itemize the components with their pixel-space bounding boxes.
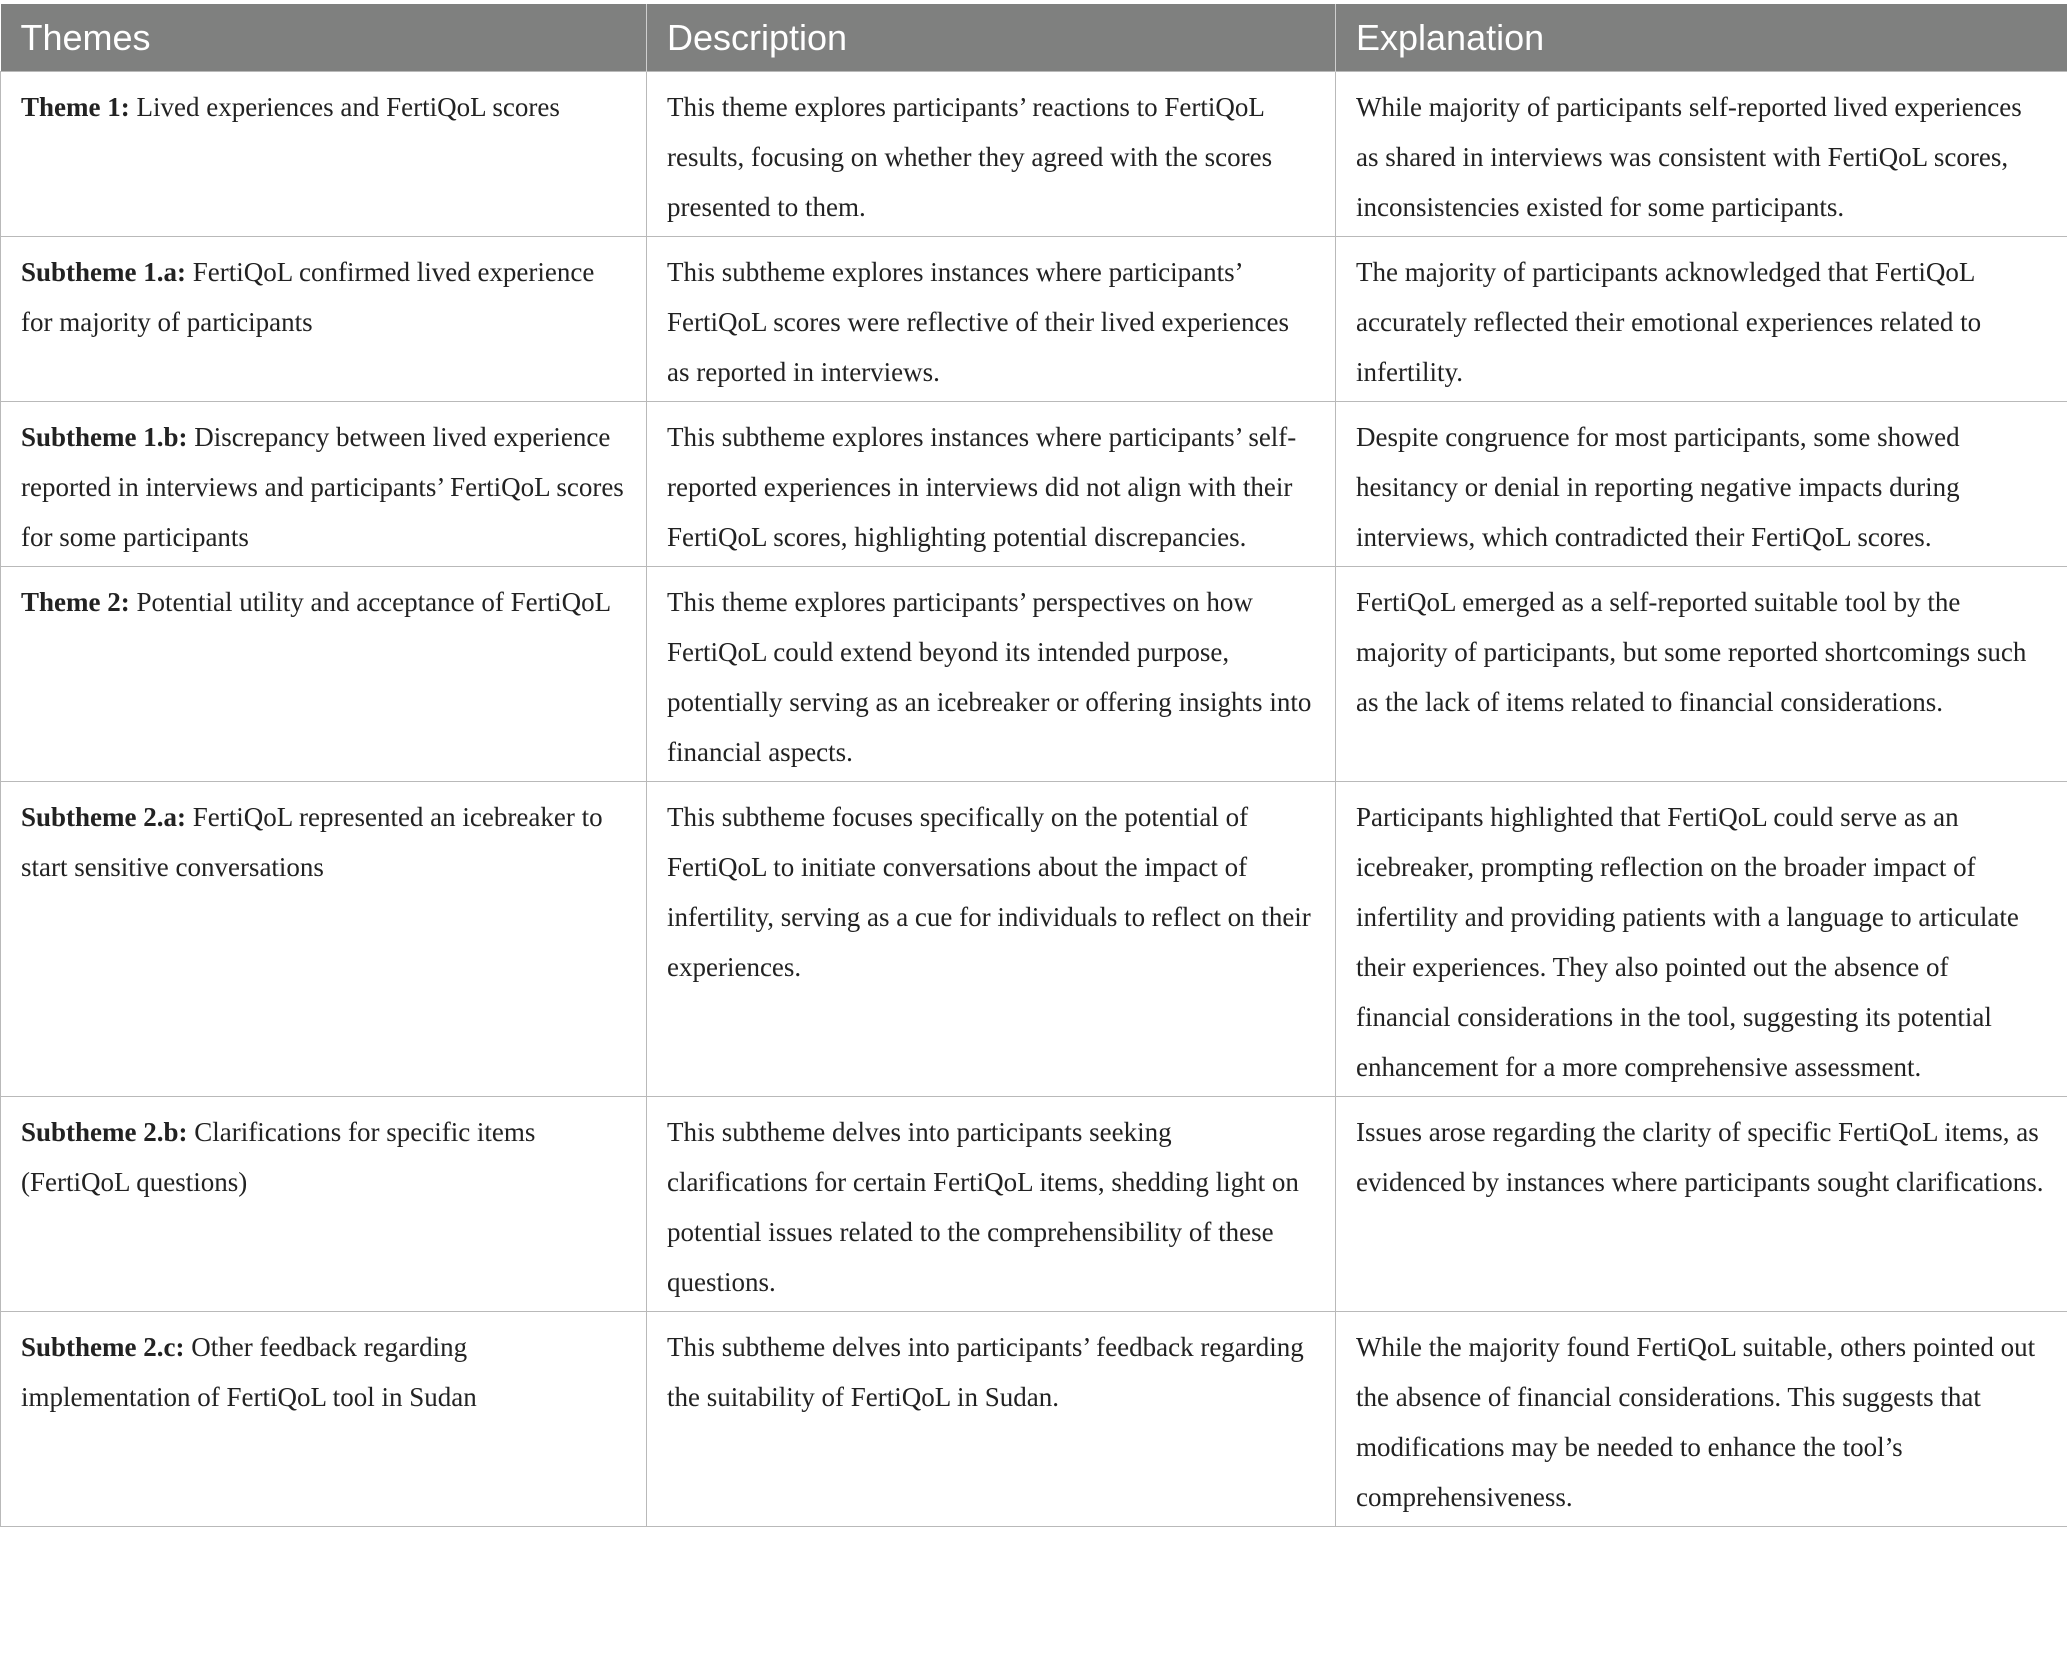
description-cell: This theme explores participants’ reactions to FertiQoL results, focusing on whether they agreed with the scores presented to them. [647, 72, 1336, 237]
table-row [1, 237, 2067, 402]
theme-text: Lived experiences and FertiQoL scores [136, 92, 560, 122]
table-row [1, 567, 2067, 782]
theme-cell [1, 1312, 647, 1527]
header-row [1, 4, 2067, 72]
theme-label: Subtheme 2.b: [21, 1117, 188, 1147]
theme-text: Potential utility and acceptance of FertiQoL [136, 587, 612, 617]
table-row [1, 1097, 2067, 1312]
theme-text: FertiQoL confirmed lived experience for majority of participants [21, 257, 595, 337]
theme-cell [1, 72, 647, 237]
theme-label: Subtheme 2.c: [21, 1332, 185, 1362]
theme-text: Clarifications for specific items (FertiQoL questions) [21, 1117, 536, 1197]
table-row [1, 782, 2067, 1097]
header-themes: Themes [1, 4, 647, 72]
description-cell: This theme explores participants’ perspectives on how FertiQoL could extend beyond its intended purpose, potentially serving as an icebreaker or offering insights into financial aspects. [647, 567, 1336, 782]
theme-label: Subtheme 2.a: [21, 802, 187, 832]
theme-label: Theme 2: [21, 587, 130, 617]
explanation-cell: The majority of participants acknowledged that FertiQoL accurately reflected their emotional experiences related to infertility. [1336, 237, 2067, 402]
theme-text: FertiQoL represented an icebreaker to start sensitive conversations [21, 802, 603, 882]
table-row [1, 402, 2067, 567]
explanation-cell: Despite congruence for most participants, some showed hesitancy or denial in reporting negative impacts during interviews, which contradicted their FertiQoL scores. [1336, 402, 2067, 567]
description-cell: This subtheme focuses specifically on the potential of FertiQoL to initiate conversations about the impact of infertility, serving as a cue for individuals to reflect on their experiences. [647, 782, 1336, 1097]
description-cell: This subtheme explores instances where participants’ FertiQoL scores were reflective of their lived experiences as reported in interviews. [647, 237, 1336, 402]
description-cell: This subtheme delves into participants’ feedback regarding the suitability of FertiQoL in Sudan. [647, 1312, 1336, 1527]
theme-text: Discrepancy between lived experience reported in interviews and participants’ FertiQoL scores for some participants [21, 422, 624, 552]
table-row [1, 72, 2067, 237]
themes-table [0, 4, 2067, 1527]
theme-cell [1, 782, 647, 1097]
theme-cell [1, 567, 647, 782]
themes-table-container [0, 4, 2067, 1527]
explanation-cell: FertiQoL emerged as a self-reported suitable tool by the majority of participants, but some reported shortcomings such as the lack of items related to financial considerations. [1336, 567, 2067, 782]
table-row [1, 1312, 2067, 1527]
theme-text: Other feedback regarding implementation of FertiQoL tool in Sudan [21, 1332, 477, 1412]
header-explanation: Explanation [1336, 4, 2067, 72]
explanation-cell: While majority of participants self-reported lived experiences as shared in interviews was consistent with FertiQoL scores, inconsistencies existed for some participants. [1336, 72, 2067, 237]
theme-cell [1, 237, 647, 402]
explanation-cell: While the majority found FertiQoL suitable, others pointed out the absence of financial considerations. This suggests that modifications may be needed to enhance the tool’s comprehensiveness. [1336, 1312, 2067, 1527]
description-cell: This subtheme delves into participants seeking clarifications for certain FertiQoL items, shedding light on potential issues related to the comprehensibility of these questions. [647, 1097, 1336, 1312]
description-cell: This subtheme explores instances where participants’ self-reported experiences in interviews did not align with their FertiQoL scores, highlighting potential discrepancies. [647, 402, 1336, 567]
header-description: Description [647, 4, 1336, 72]
theme-cell [1, 402, 647, 567]
theme-label: Subtheme 1.b: [21, 422, 188, 452]
theme-label: Subtheme 1.a: [21, 257, 187, 287]
table-body [1, 72, 2067, 1527]
table-header [1, 4, 2067, 72]
theme-cell [1, 1097, 647, 1312]
explanation-cell: Participants highlighted that FertiQoL could serve as an icebreaker, prompting reflection on the broader impact of infertility and providing patients with a language to articulate their experiences. They also pointed out the absence of financial considerations in the tool, suggesting its potential enhancement for a more comprehensive assessment. [1336, 782, 2067, 1097]
explanation-cell: Issues arose regarding the clarity of specific FertiQoL items, as evidenced by instances where participants sought clarifications. [1336, 1097, 2067, 1312]
theme-label: Theme 1: [21, 92, 130, 122]
